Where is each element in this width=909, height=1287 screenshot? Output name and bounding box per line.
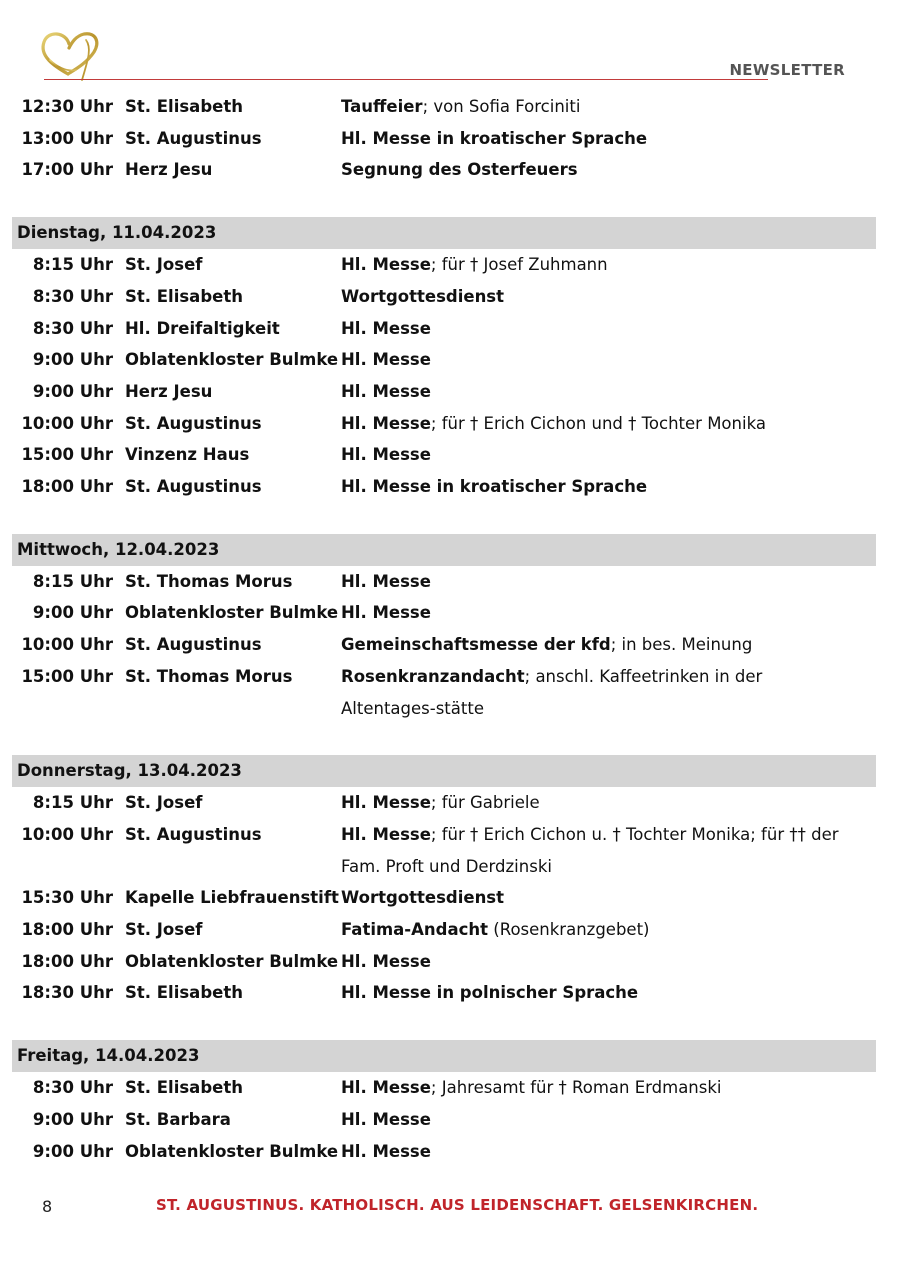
entry-event: [341, 819, 876, 882]
entry-location: Oblatenkloster Bulmke: [125, 603, 339, 623]
schedule-entry: [12, 1104, 876, 1136]
entry-event-detail: ; von Sofia Forciniti: [422, 97, 581, 116]
entry-time: 10:00 Uhr: [21, 413, 113, 433]
schedule-entry: [12, 1136, 876, 1168]
entry-location: Oblatenkloster Bulmke: [125, 951, 339, 971]
entry-event-title: Gemeinschaftsmesse der kfd: [341, 635, 611, 655]
entry-event-title: Hl. Messe: [341, 255, 431, 275]
entry-time: 17:00 Uhr: [21, 160, 113, 180]
entry-event-title: Hl. Messe: [341, 350, 431, 370]
schedule-entry: [12, 819, 876, 882]
entry-event-title: Segnung des Osterfeuers: [341, 160, 578, 180]
entry-event: [341, 1136, 876, 1168]
entry-event-title: Wortgottesdienst: [341, 888, 505, 908]
entry-event: [341, 566, 876, 598]
entry-event-title: Hl. Messe: [341, 1078, 431, 1098]
entry-time: 8:15 Uhr: [32, 255, 113, 275]
section-spacer: [12, 503, 876, 534]
section-spacer: [12, 1009, 876, 1040]
entry-location: St. Elisabeth: [125, 286, 243, 306]
entry-event-detail: ; Jahresamt für † Roman Erdmanski: [430, 1078, 722, 1098]
entry-location: St. Augustinus: [125, 477, 262, 497]
entry-time: 18:00 Uhr: [21, 951, 113, 971]
schedule-entry: [12, 882, 876, 914]
entry-event: [341, 787, 876, 819]
entry-event-detail: (Rosenkranzgebet): [488, 920, 650, 940]
entry-event: [341, 376, 876, 408]
entry-time: 8:15 Uhr: [32, 793, 113, 813]
entry-event: [341, 249, 876, 281]
entry-event-title: Fatima-Andacht: [341, 920, 489, 940]
entry-time: 9:00 Uhr: [32, 350, 113, 370]
entry-time: 9:00 Uhr: [32, 603, 113, 623]
entry-location: St. Thomas Morus: [125, 666, 293, 686]
schedule-entry: [12, 787, 876, 819]
entry-event-title: Hl. Messe: [341, 318, 431, 338]
entry-event: [341, 408, 876, 440]
entry-location: St. Augustinus: [125, 824, 262, 844]
entry-event-title: Tauffeier: [341, 97, 423, 116]
entry-event-detail: ; für Gabriele: [430, 793, 540, 813]
entry-location: Hl. Dreifaltigkeit: [125, 318, 280, 338]
entry-event: [341, 882, 876, 914]
entry-event: [341, 629, 876, 661]
schedule-entry: [12, 154, 876, 186]
schedule-entry: [12, 629, 876, 661]
entry-time: 8:30 Uhr: [32, 1078, 113, 1098]
entry-event-title: Hl. Messe: [341, 824, 431, 844]
footer-slogan: ST. AUGUSTINUS. KATHOLISCH. AUS LEIDENSCHAFT. GELSENKIRCHEN.: [156, 1196, 759, 1214]
entry-time: 18:00 Uhr: [21, 477, 113, 497]
entry-event: [341, 914, 876, 946]
gold-heart-icon: [36, 30, 102, 82]
entry-location: St. Thomas Morus: [125, 571, 293, 591]
entry-location: Oblatenkloster Bulmke: [125, 1141, 339, 1161]
entry-time: 13:00 Uhr: [21, 128, 113, 148]
newsletter-label: NEWSLETTER: [729, 61, 845, 79]
entry-event-title: Wortgottesdienst: [341, 286, 505, 306]
entry-event-title: Hl. Messe: [341, 1109, 431, 1129]
entry-event: [341, 661, 876, 724]
entry-event: [341, 597, 876, 629]
entry-time: 8:15 Uhr: [32, 571, 113, 591]
entry-location: St. Josef: [125, 920, 203, 940]
entry-time: 10:00 Uhr: [21, 635, 113, 655]
entry-event: [341, 313, 876, 345]
schedule-entry: [12, 471, 876, 503]
entry-event-detail: ; für † Erich Cichon u. † Tochter Monika; für †† der Fam. Proft und Derdzinski: [341, 824, 839, 876]
entry-location: Herz Jesu: [125, 381, 213, 401]
entry-location: St. Josef: [125, 255, 203, 275]
schedule-entry: [12, 91, 876, 123]
entry-event-title: Hl. Messe in kroatischer Sprache: [341, 128, 648, 148]
entry-time: 12:30 Uhr: [21, 97, 113, 116]
entry-event-title: Hl. Messe: [341, 951, 431, 971]
entry-event-detail: ; für † Erich Cichon und † Tochter Monika: [430, 413, 766, 433]
schedule-entry: [12, 344, 876, 376]
entry-time: 15:00 Uhr: [21, 445, 113, 465]
entry-location: St. Josef: [125, 793, 203, 813]
entry-event: [341, 946, 876, 978]
schedule-entry: [12, 946, 876, 978]
entry-time: 8:30 Uhr: [32, 286, 113, 306]
schedule-entry: [12, 661, 876, 724]
page-number: 8: [42, 1197, 53, 1216]
schedule-entry: [12, 408, 876, 440]
entry-event-title: Rosenkranzandacht: [341, 666, 525, 686]
entry-event-title: Hl. Messe: [341, 413, 431, 433]
schedule-entry: [12, 566, 876, 598]
entry-location: St. Augustinus: [125, 413, 262, 433]
entry-event: [341, 344, 876, 376]
entry-event-detail: ; in bes. Meinung: [610, 635, 753, 655]
day-header: Mittwoch, 12.04.2023: [12, 534, 876, 566]
entry-event-title: Hl. Messe: [341, 381, 431, 401]
entry-location: St. Barbara: [125, 1109, 231, 1129]
entry-location: Kapelle Liebfrauenstift: [125, 888, 339, 908]
entry-location: Vinzenz Haus: [125, 445, 250, 465]
entry-event-detail: ; anschl. Kaffeetrinken in der Altentages-stätte: [341, 666, 763, 718]
entry-location: Oblatenkloster Bulmke: [125, 350, 339, 370]
entry-event: [341, 154, 876, 186]
section-spacer: [12, 186, 876, 217]
entry-event-title: Hl. Messe: [341, 445, 431, 465]
entry-event-title: Hl. Messe: [341, 1141, 431, 1161]
schedule-entry: [12, 123, 876, 155]
schedule-entry: [12, 281, 876, 313]
entry-location: St. Elisabeth: [125, 1078, 243, 1098]
entry-time: 10:00 Uhr: [21, 824, 113, 844]
schedule-list: [12, 91, 876, 1167]
entry-event-title: Hl. Messe: [341, 571, 431, 591]
schedule-entry: [12, 376, 876, 408]
schedule-entry: [12, 439, 876, 471]
entry-event: [341, 91, 876, 123]
entry-event: [341, 281, 876, 313]
entry-event-title: Hl. Messe in kroatischer Sprache: [341, 477, 648, 497]
entry-time: 15:30 Uhr: [21, 888, 113, 908]
schedule-entry: [12, 977, 876, 1009]
entry-event: [341, 471, 876, 503]
entry-time: 18:00 Uhr: [21, 920, 113, 940]
day-header: Dienstag, 11.04.2023: [12, 217, 876, 249]
entry-time: 8:30 Uhr: [32, 318, 113, 338]
entry-event-title: Hl. Messe: [341, 793, 431, 813]
entry-location: St. Elisabeth: [125, 97, 243, 116]
schedule-entry: [12, 914, 876, 946]
entry-event: [341, 439, 876, 471]
entry-time: 18:30 Uhr: [21, 983, 113, 1003]
header-rule: [44, 79, 768, 80]
entry-location: St. Augustinus: [125, 635, 262, 655]
entry-time: 9:00 Uhr: [32, 381, 113, 401]
entry-event-detail: ; für † Josef Zuhmann: [430, 255, 608, 275]
entry-event: [341, 123, 876, 155]
day-header: Freitag, 14.04.2023: [12, 1040, 876, 1072]
entry-event-title: Hl. Messe in polnischer Sprache: [341, 983, 639, 1003]
entry-event: [341, 1072, 876, 1104]
schedule-entry: [12, 597, 876, 629]
entry-location: St. Elisabeth: [125, 983, 243, 1003]
entry-location: St. Augustinus: [125, 128, 262, 148]
entry-event: [341, 1104, 876, 1136]
schedule-entry: [12, 249, 876, 281]
entry-event: [341, 977, 876, 1009]
entry-time: 15:00 Uhr: [21, 666, 113, 686]
section-spacer: [12, 724, 876, 755]
schedule-entry: [12, 313, 876, 345]
entry-location: Herz Jesu: [125, 160, 213, 180]
entry-time: 9:00 Uhr: [32, 1141, 113, 1161]
schedule-entry: [12, 1072, 876, 1104]
entry-event-title: Hl. Messe: [341, 603, 431, 623]
entry-time: 9:00 Uhr: [32, 1109, 113, 1129]
day-header: Donnerstag, 13.04.2023: [12, 755, 876, 787]
